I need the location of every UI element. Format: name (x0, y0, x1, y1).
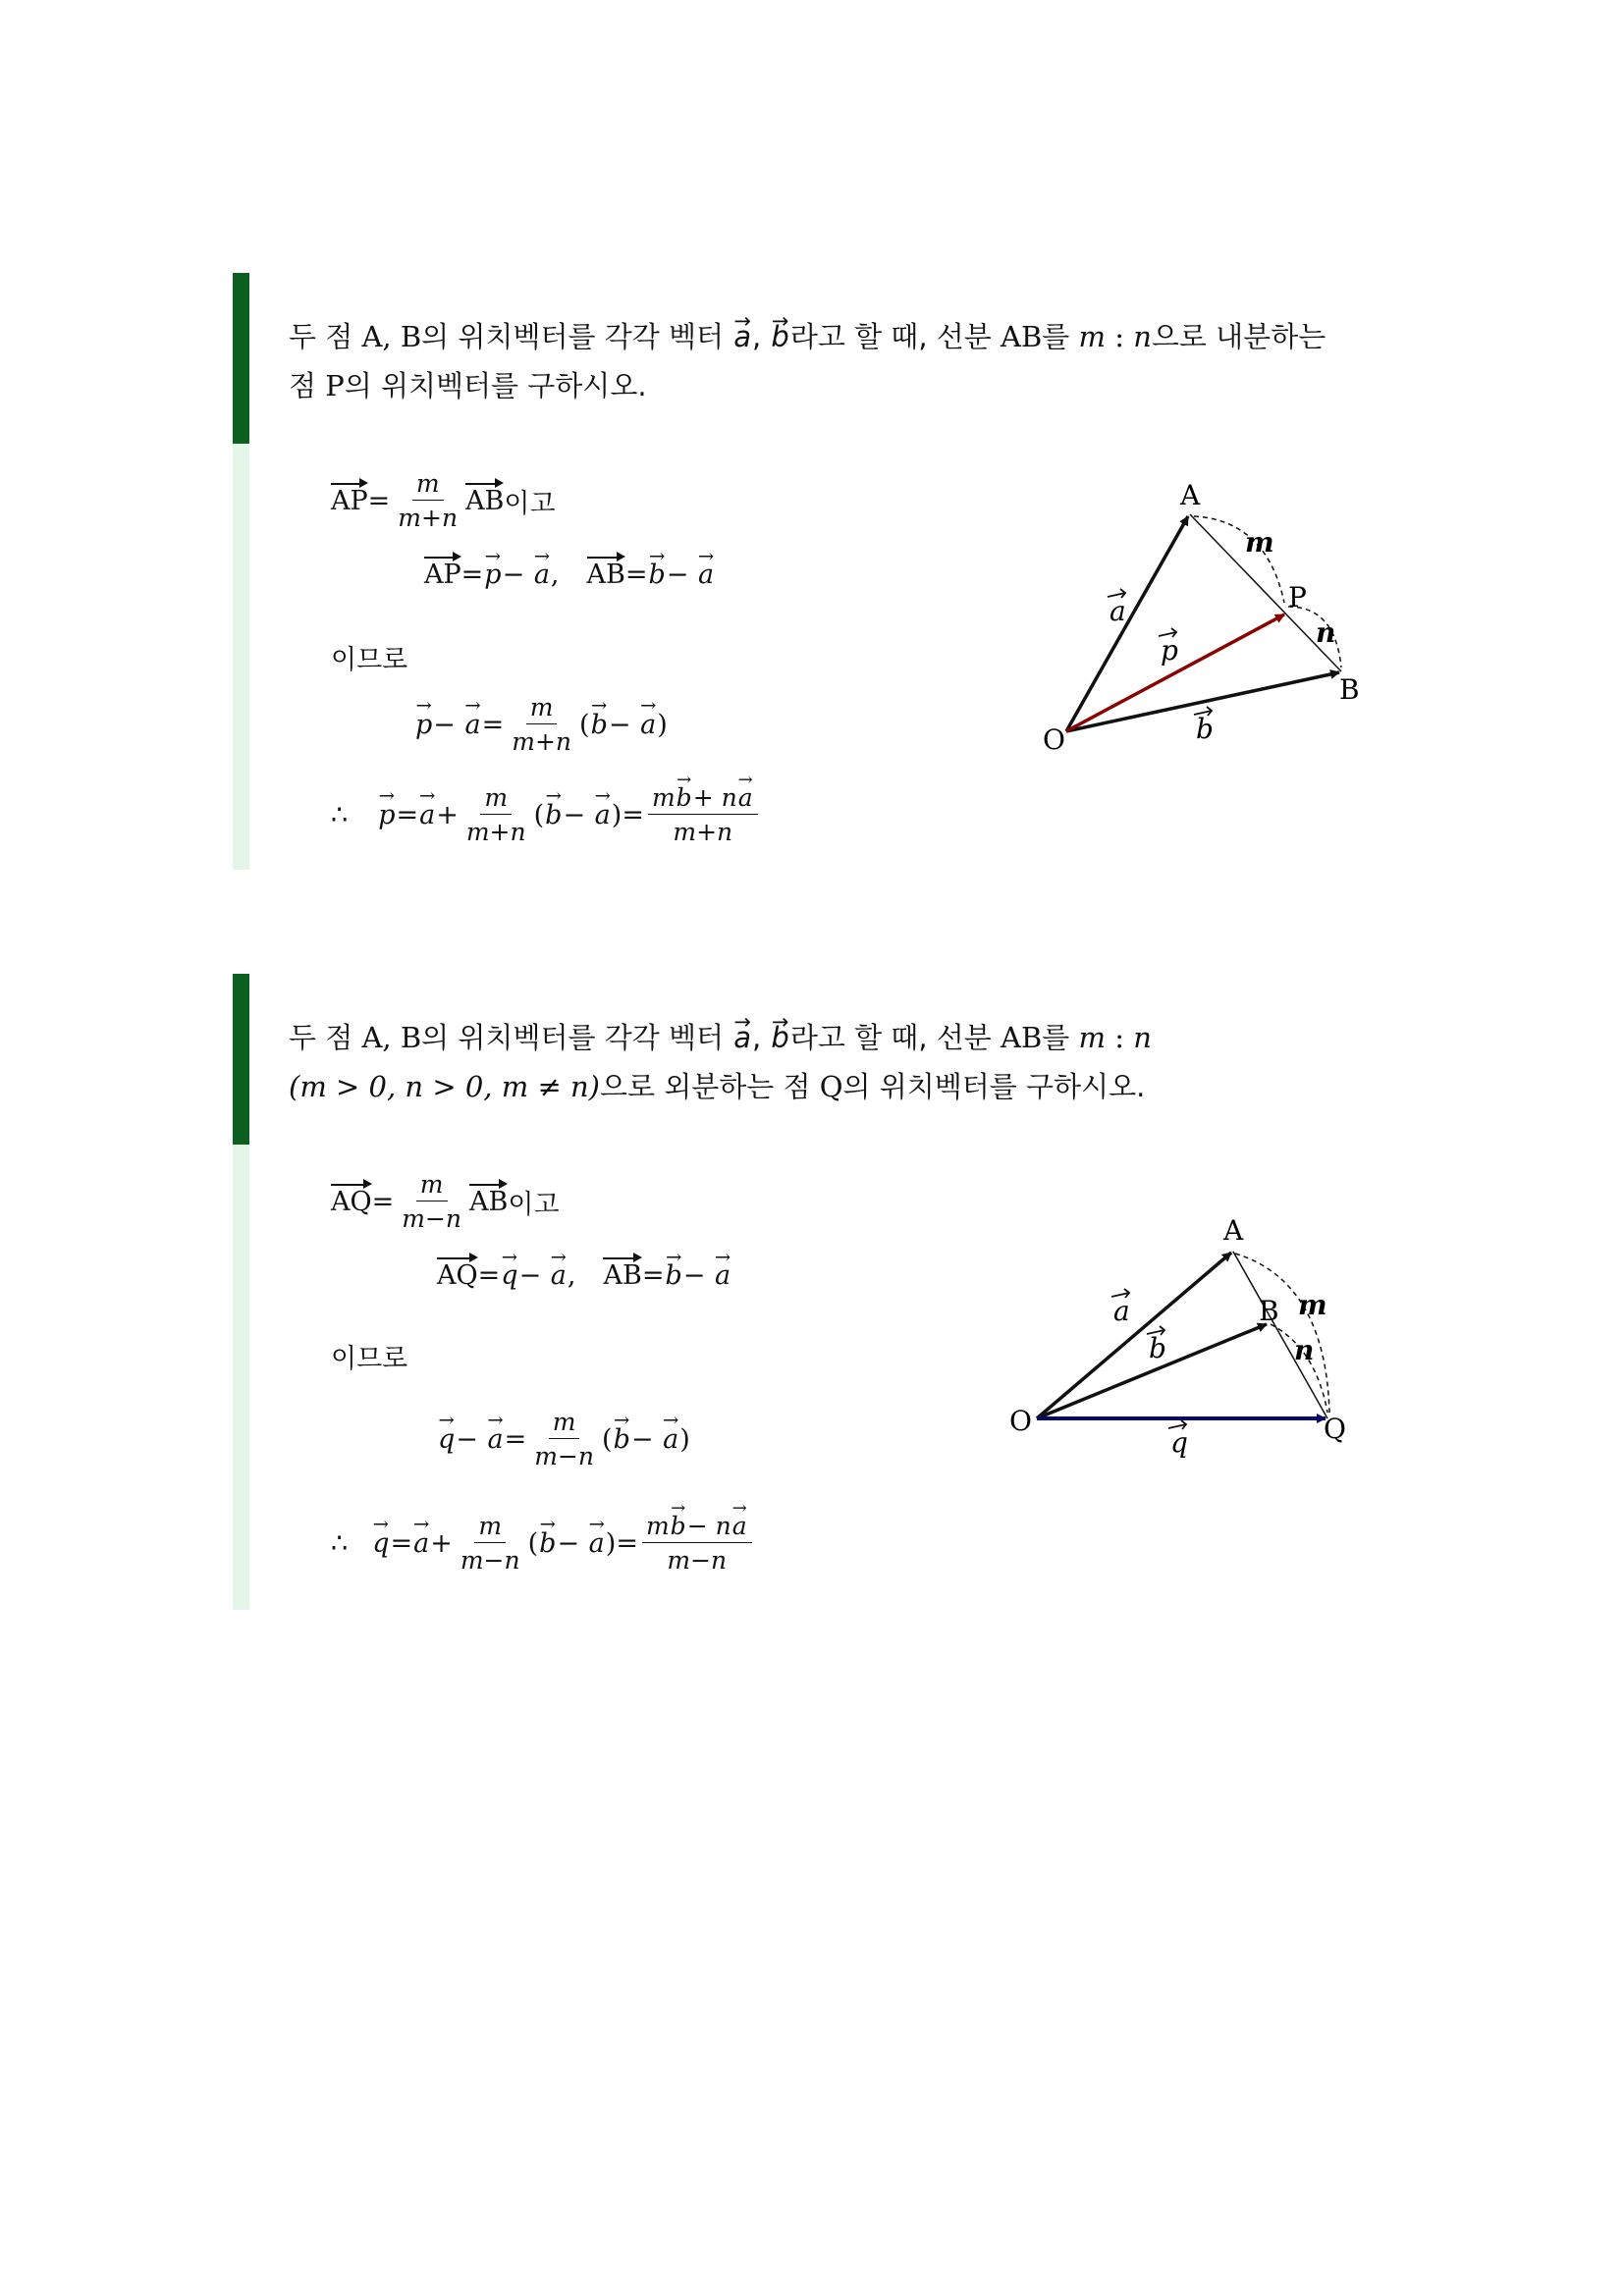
vector-b: → b (771, 312, 788, 361)
question-1-line-1: 두 점 A, B의 위치벡터를 각각 벡터 → a, → b라고 할 때, 선분 AB를 m : n으로 내분하는 (289, 312, 1326, 361)
question-1-bar (233, 273, 249, 444)
figure-2-external-division (992, 1202, 1384, 1468)
solution-2-step-4: ∴ → q = → a + $\frac{m}{m-n}$ ( → b − → a ) = $\frac{m\to b- n\to a}{m-n}$ (331, 1512, 756, 1575)
question-2-line-2: (m > 0, n > 0, m ≠ n)으로 외분하는 점 Q의 위치벡터를 구하시오. (289, 1070, 1146, 1103)
question-2-bar (233, 974, 249, 1145)
label-n: n (1294, 1334, 1315, 1366)
solution-2-step-1: AQ = $\frac{m}{m-n}$ AB 이고 (331, 1170, 560, 1233)
solution-1-bar (233, 444, 249, 870)
label-m: m (1298, 1289, 1327, 1321)
vector-a: → a (733, 312, 751, 361)
label-B: B (1259, 1295, 1279, 1327)
question-1-line-2: 점 P의 위치벡터를 구하시오. (289, 369, 647, 402)
solution-2-step-2: AQ = → q − → a , AB = → b − → a (437, 1260, 731, 1291)
question-2-line-1: 두 점 A, B의 위치벡터를 각각 벡터 → a, → b라고 할 때, 선분 AB를 m : n (289, 1013, 1152, 1062)
label-n: n (1316, 616, 1336, 649)
label-m: m (1245, 526, 1274, 559)
vector-a-arrow (1037, 1253, 1231, 1418)
solution-1-step-3: → p − → a = $\frac{m}{m+n}$ ( → b − → a ) (414, 693, 668, 756)
label-Q: Q (1324, 1413, 1346, 1445)
solution-2-step-3: → q − → a = $\frac{m}{m-n}$ ( → b − → a ) (437, 1408, 690, 1470)
solution-1-imuro: 이므로 (331, 645, 408, 675)
label-b: b (1149, 1332, 1166, 1364)
label-q: q (1170, 1426, 1188, 1459)
label-a: a (1113, 1295, 1130, 1327)
solution-2-imuro: 이므로 (331, 1344, 408, 1374)
label-B: B (1339, 673, 1360, 706)
label-p: p (1161, 634, 1178, 667)
label-A: A (1223, 1214, 1244, 1247)
solution-2-bar (233, 1145, 249, 1610)
label-b: b (1196, 713, 1214, 745)
solution-1-step-1: AP = $\frac{m}{m+n}$ AB 이고 (331, 469, 556, 532)
label-A: A (1180, 481, 1201, 511)
solution-1-step-4: ∴ → p = → a + $\frac{m}{m+n}$ ( → b − → a ) = $\frac{m\to b+ n\to a}{m+n}$ (331, 783, 762, 846)
label-P: P (1288, 581, 1307, 614)
label-a: a (1110, 595, 1126, 627)
figure-1-internal-division (1021, 481, 1394, 766)
solution-1-step-2: AP = → p − → a , AB = → b − → a (424, 560, 715, 590)
label-O: O (1043, 723, 1065, 756)
label-O: O (1009, 1405, 1032, 1437)
